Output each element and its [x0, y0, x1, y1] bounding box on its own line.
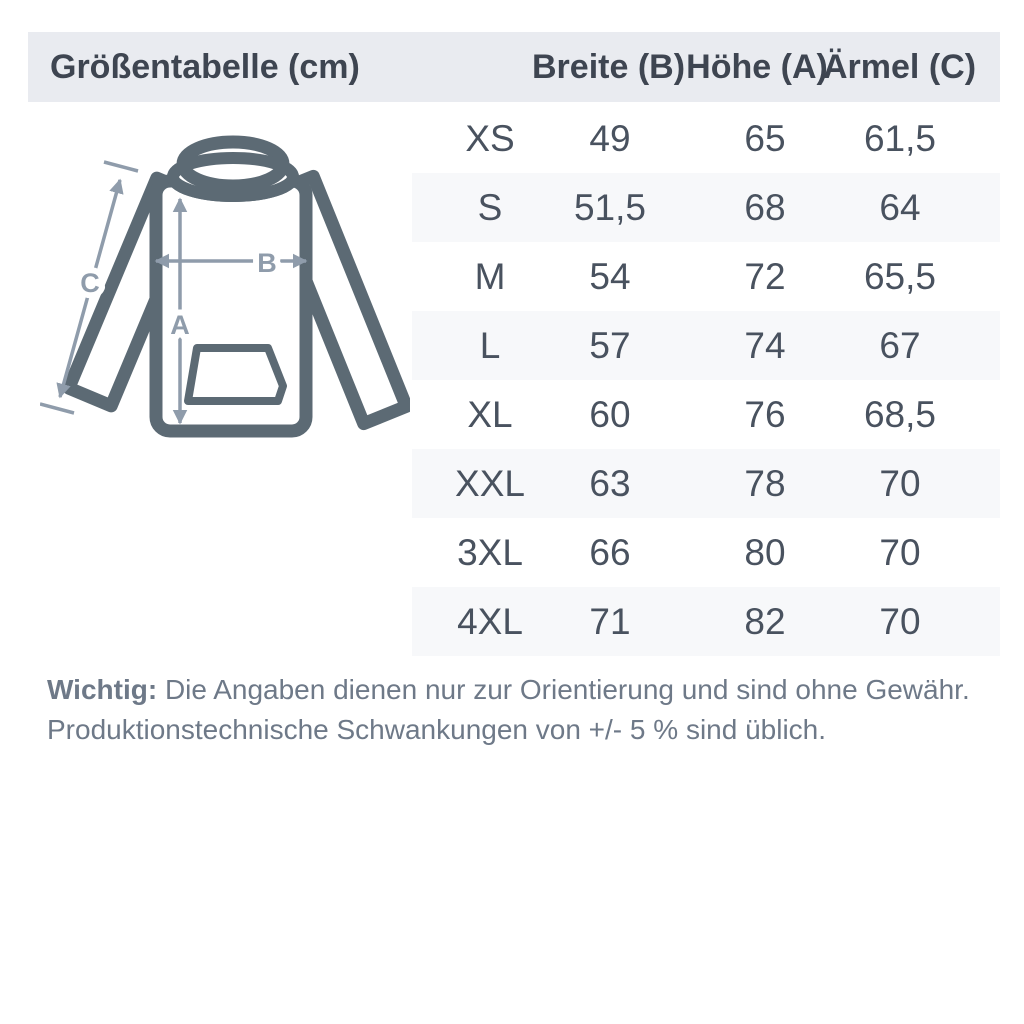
- column-header-breite: Breite (B): [532, 48, 686, 86]
- column-header-aermel: Ärmel (C): [823, 48, 977, 86]
- disclaimer-important-label: Wichtig:: [47, 674, 158, 705]
- breite-value: 57: [589, 325, 631, 366]
- disclaimer-line2: Produktionstechnische Schwankungen von +/- 5 % sind üblich.: [47, 714, 827, 745]
- breite-value: 49: [589, 118, 631, 159]
- hoehe-value: 78: [744, 463, 786, 504]
- size-table-row: [412, 380, 1000, 449]
- size-label: S: [477, 187, 503, 228]
- aermel-value: 61,5: [863, 118, 936, 159]
- breite-value: 60: [589, 394, 631, 435]
- hoehe-value: 74: [744, 325, 786, 366]
- column-header-hoehe: Höhe (A): [686, 48, 828, 86]
- size-table-row: [412, 173, 1000, 242]
- measure-c-bottom-tick: [40, 404, 74, 413]
- hoehe-value: 80: [744, 532, 786, 573]
- size-label: XXL: [455, 463, 525, 504]
- size-table-row: [412, 311, 1000, 380]
- hoehe-value: 68: [744, 187, 786, 228]
- aermel-value: 70: [879, 532, 921, 573]
- measure-c-top-tick: [104, 162, 138, 171]
- hoehe-value: 65: [744, 118, 786, 159]
- size-label: 3XL: [457, 532, 523, 573]
- measure-label-b: B: [257, 248, 277, 278]
- disclaimer: [47, 670, 977, 750]
- size-label: XL: [467, 394, 513, 435]
- breite-value: 54: [589, 256, 631, 297]
- chart-title: Größentabelle (cm): [50, 48, 360, 86]
- measure-label-c: C: [80, 268, 100, 298]
- size-table-row: [412, 449, 1000, 518]
- breite-value: 51,5: [573, 187, 646, 228]
- aermel-value: 70: [879, 601, 921, 642]
- hoehe-value: 76: [744, 394, 786, 435]
- size-table-row: [412, 104, 1000, 173]
- table-header-bar: [28, 32, 1000, 102]
- aermel-value: 68,5: [863, 394, 936, 435]
- aermel-value: 64: [879, 187, 921, 228]
- size-label: 4XL: [457, 601, 523, 642]
- aermel-value: 70: [879, 463, 921, 504]
- hoehe-value: 72: [744, 256, 786, 297]
- aermel-value: 65,5: [863, 256, 936, 297]
- disclaimer-line1: Die Angaben dienen nur zur Orientierung und sind ohne Gewähr.: [164, 674, 970, 705]
- size-table-body: [412, 104, 1000, 656]
- size-label: L: [479, 325, 501, 366]
- kangaroo-pocket: [188, 348, 283, 401]
- aermel-value: 67: [879, 325, 921, 366]
- size-table-row: [412, 587, 1000, 656]
- hoehe-value: 82: [744, 601, 786, 642]
- size-label: M: [474, 256, 506, 297]
- measure-label-a: A: [170, 310, 190, 340]
- size-table-row: [412, 242, 1000, 311]
- breite-value: 66: [589, 532, 631, 573]
- size-table-row: [412, 518, 1000, 587]
- size-label: XS: [465, 118, 515, 159]
- breite-value: 71: [589, 601, 631, 642]
- breite-value: 63: [589, 463, 631, 504]
- hoodie-measurement-diagram: [40, 125, 410, 445]
